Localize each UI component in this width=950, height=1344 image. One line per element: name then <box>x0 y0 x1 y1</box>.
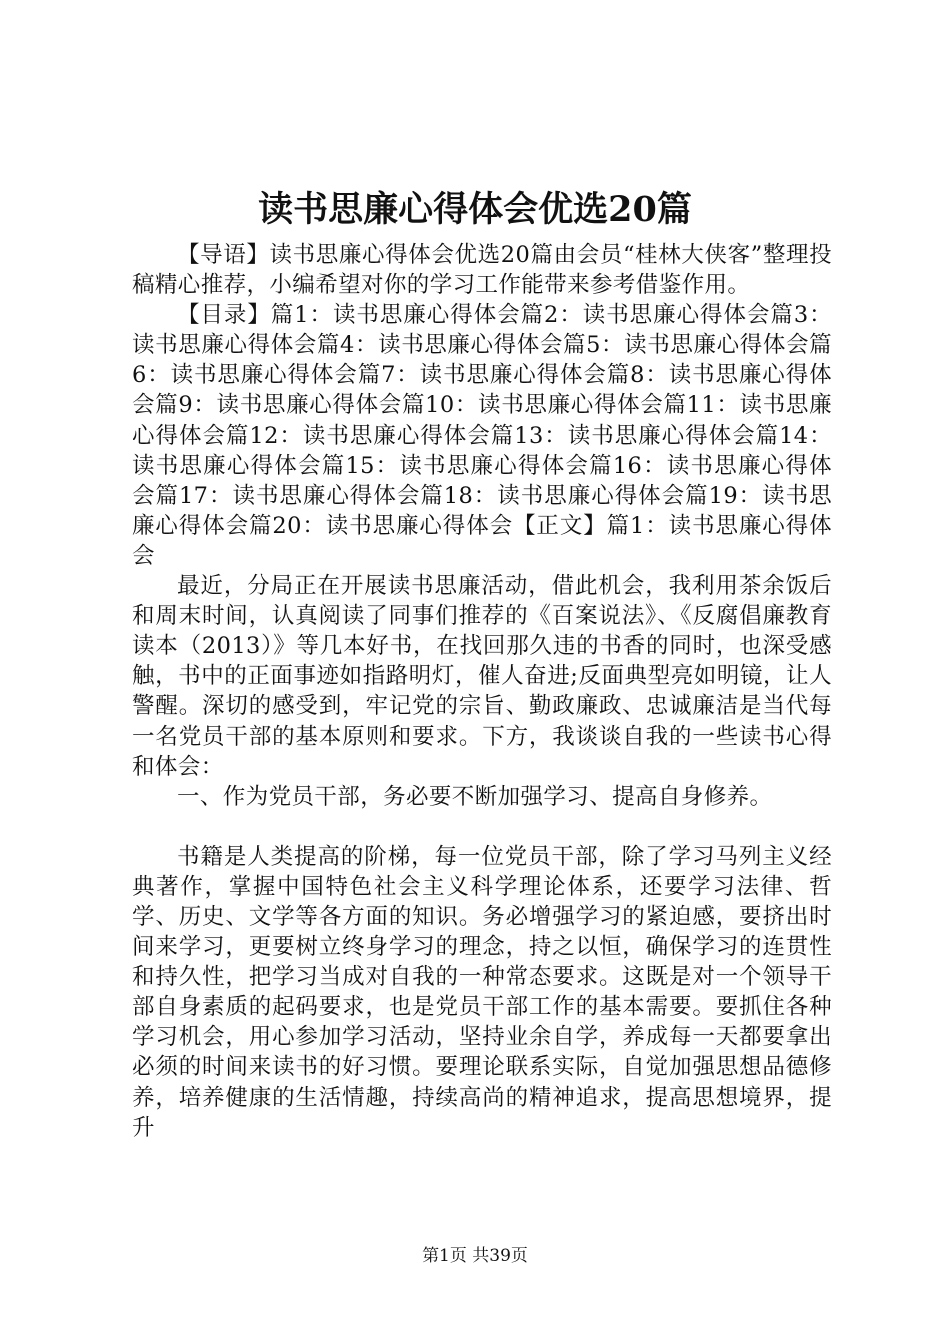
document-body <box>132 240 832 1143</box>
body-paragraph: 书籍是人类提高的阶梯，每一位党员干部，除了学习马列主义经典著作，掌握中国特色社会主义科学理论体系，还要学习法律、哲学、历史、文学等各方面的知识。务必增强学习的紧迫感，要挤出时间来学习，更要树立终身学习的理念，持之以恒，确保学习的连贯性和持久性，把学习当成对自我的一种常态要求。这既是对一个领导干部自身素质的起码要求，也是党员干部工作的基本需要。要抓住各种学习机会，用心参加学习活动，坚持业余自学，养成每一天都要拿出必须的时间来读书的好习惯。要理论联系实际，自觉加强思想品德修养，培养健康的生活情趣，持续高尚的精神追求，提高思想境界，提升 <box>132 843 832 1141</box>
section-heading: 一、作为党员干部，务必要不断加强学习、提高自身修养。 <box>177 783 773 810</box>
table-of-contents-paragraph: 【目录】篇1：读书思廉心得体会篇2：读书思廉心得体会篇3：读书思廉心得体会篇4：读书思廉心得体会篇5：读书思廉心得体会篇6：读书思廉心得体会篇7：读书思廉心得体会篇8：读书思廉心得体会篇9：读书思廉心得体会篇10：读书思廉心得体会篇11：读书思廉心得体会篇12：读书思廉心得体会篇13：读书思廉心得体会篇14：读书思廉心得体会篇15：读书思廉心得体会篇16：读书思廉心得体会篇17：读书思廉心得体会篇18：读书思廉心得体会篇19：读书思廉心得体会篇20：读书思廉心得体会【正文】篇1：读书思廉心得体会 <box>132 302 832 569</box>
document-title: 读书思廉心得体会优选20篇 <box>258 189 692 230</box>
body-paragraph: 最近，分局正在开展读书思廉活动，借此机会，我利用茶余饭后和周末时间，认真阅读了同事们推荐的《百案说法》、《反腐倡廉教育读本（2013）》等几本好书，在找回那久违的书香的同时，也深受感触，书中的正面事迹如指路明灯，催人奋进;反面典型亮如明镜，让人警醒。深切的感受到，牢记党的宗旨、勤政廉政、忠诚廉洁是当代每一名党员干部的基本原则和要求。下方，我谈谈自我的一些读书心得和体会： <box>132 573 832 780</box>
intro-paragraph: 【导语】读书思廉心得体会优选20篇由会员“桂林大侠客”整理投稿精心推荐，小编希望对你的学习工作能带来参考借鉴作用。 <box>132 242 832 299</box>
page-number-footer: 第1页 共39页 <box>422 1246 528 1266</box>
